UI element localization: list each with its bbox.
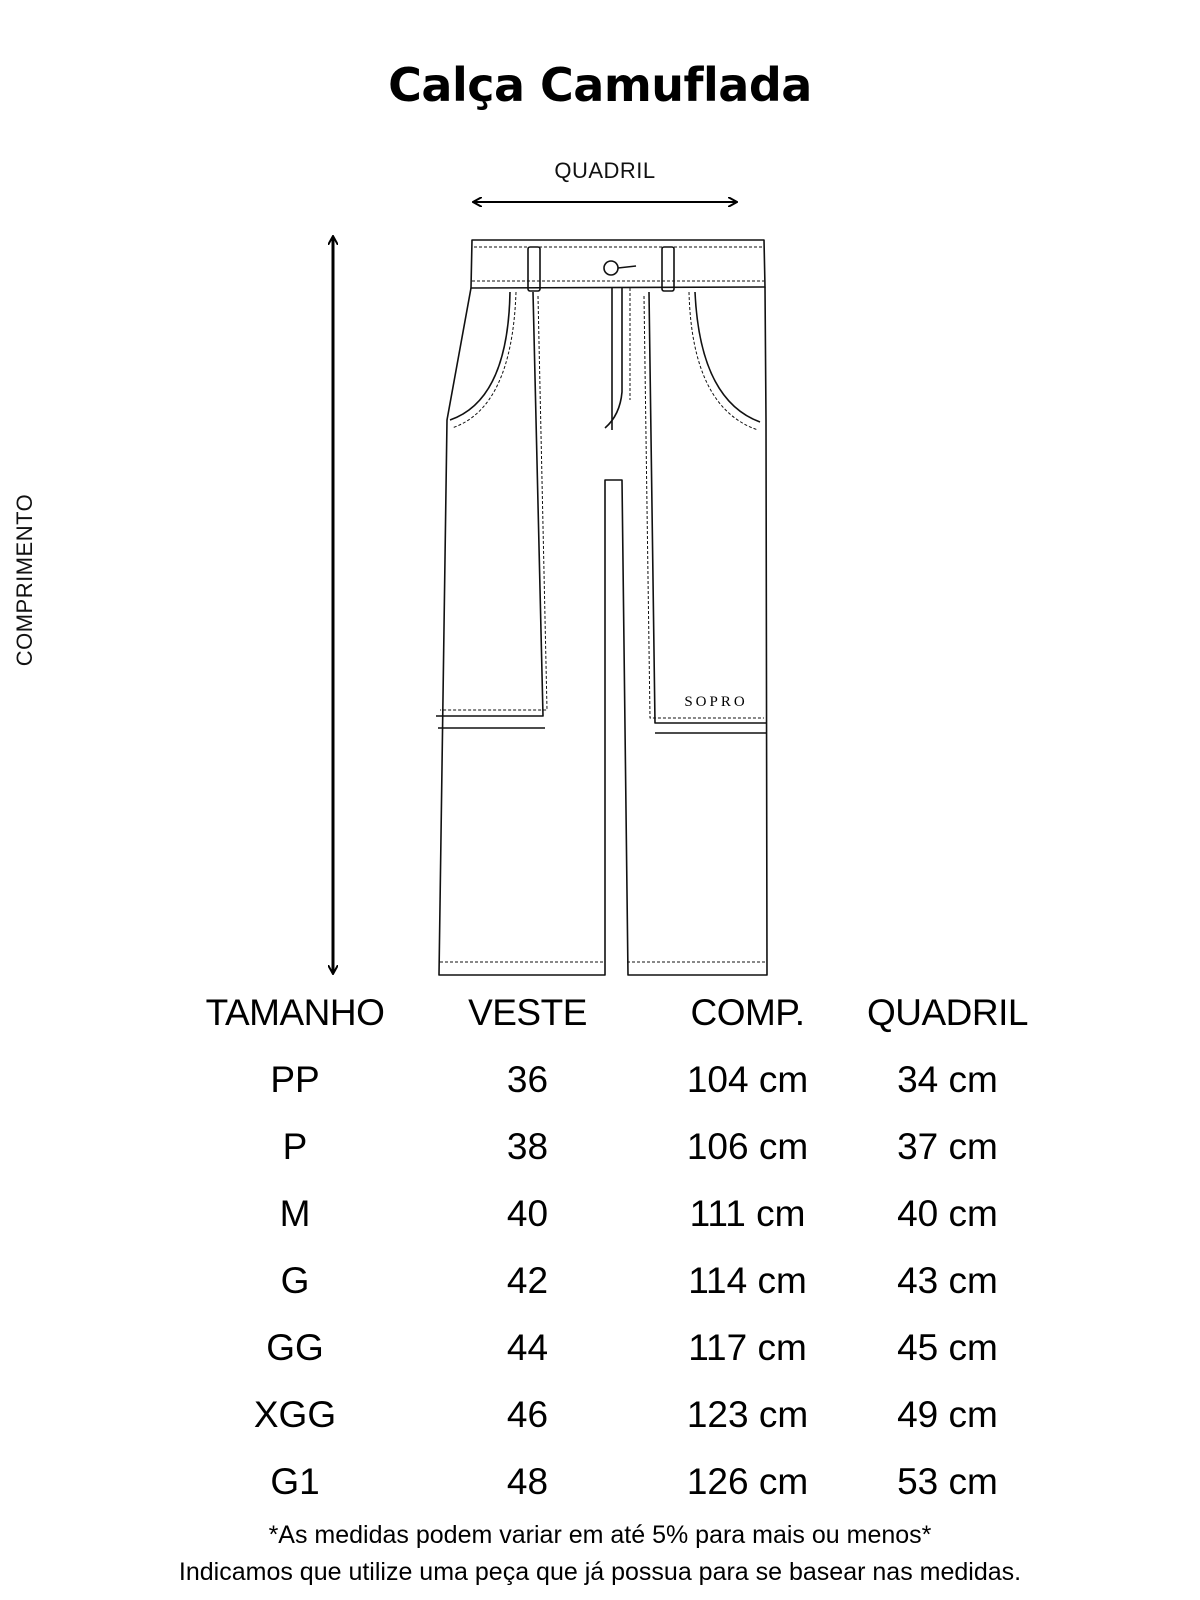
table-row <box>0 1327 1200 1394</box>
dress-size-cell: 46 <box>506 1394 549 1435</box>
page-title: Calça Camuflada <box>388 58 812 112</box>
recommendation-note: Indicamos que utilize uma peça que já possua para se basear nas medidas. <box>178 1558 1022 1586</box>
header-size: TAMANHO <box>205 992 385 1033</box>
length-cell: 114 cm <box>688 1260 807 1301</box>
dress-size-cell: 40 <box>506 1193 549 1234</box>
hip-cell: 53 cm <box>897 1461 998 1502</box>
length-cell: 111 cm <box>689 1193 806 1234</box>
hip-cell: 45 cm <box>897 1327 998 1368</box>
table-row <box>0 1260 1200 1327</box>
hip-measure-label: QUADRIL <box>554 158 656 183</box>
header-hip: QUADRIL <box>867 992 1028 1033</box>
dress-size-cell: 42 <box>506 1260 549 1301</box>
size-cell: G1 <box>270 1461 320 1502</box>
table-row <box>0 1394 1200 1461</box>
pants-outline <box>436 240 767 975</box>
hip-cell: 40 cm <box>897 1193 998 1234</box>
hip-cell: 34 cm <box>897 1059 998 1100</box>
dress-size-cell: 36 <box>506 1059 549 1100</box>
table-row <box>0 1126 1200 1193</box>
brand-label: SOPRO <box>684 694 748 710</box>
variation-note: *As medidas podem variar em até 5% para mais ou menos* <box>268 1521 932 1549</box>
length-cell: 117 cm <box>688 1327 807 1368</box>
length-cell: 126 cm <box>686 1461 809 1502</box>
hip-cell: 37 cm <box>897 1126 998 1167</box>
dress-size-cell: 38 <box>506 1126 549 1167</box>
size-cell: PP <box>270 1059 320 1100</box>
size-cell: XGG <box>253 1394 337 1435</box>
length-measure-label: COMPRIMENTO <box>12 493 37 667</box>
size-cell: M <box>279 1193 311 1234</box>
size-cell: GG <box>266 1327 324 1368</box>
table-row <box>0 1193 1200 1260</box>
header-length: COMP. <box>690 992 805 1033</box>
footnotes <box>0 1517 1200 1591</box>
dress-size-cell: 44 <box>506 1327 549 1368</box>
dress-size-cell: 48 <box>506 1461 549 1502</box>
size-cell: P <box>282 1126 308 1167</box>
length-cell: 104 cm <box>686 1059 809 1100</box>
header-dress-size: VESTE <box>468 992 587 1033</box>
hip-cell: 43 cm <box>897 1260 998 1301</box>
length-cell: 123 cm <box>686 1394 809 1435</box>
hip-cell: 49 cm <box>897 1394 998 1435</box>
table-row <box>0 1059 1200 1126</box>
table-header-row <box>0 992 1200 1059</box>
size-table <box>0 992 1200 1528</box>
size-cell: G <box>280 1260 310 1301</box>
length-cell: 106 cm <box>686 1126 809 1167</box>
